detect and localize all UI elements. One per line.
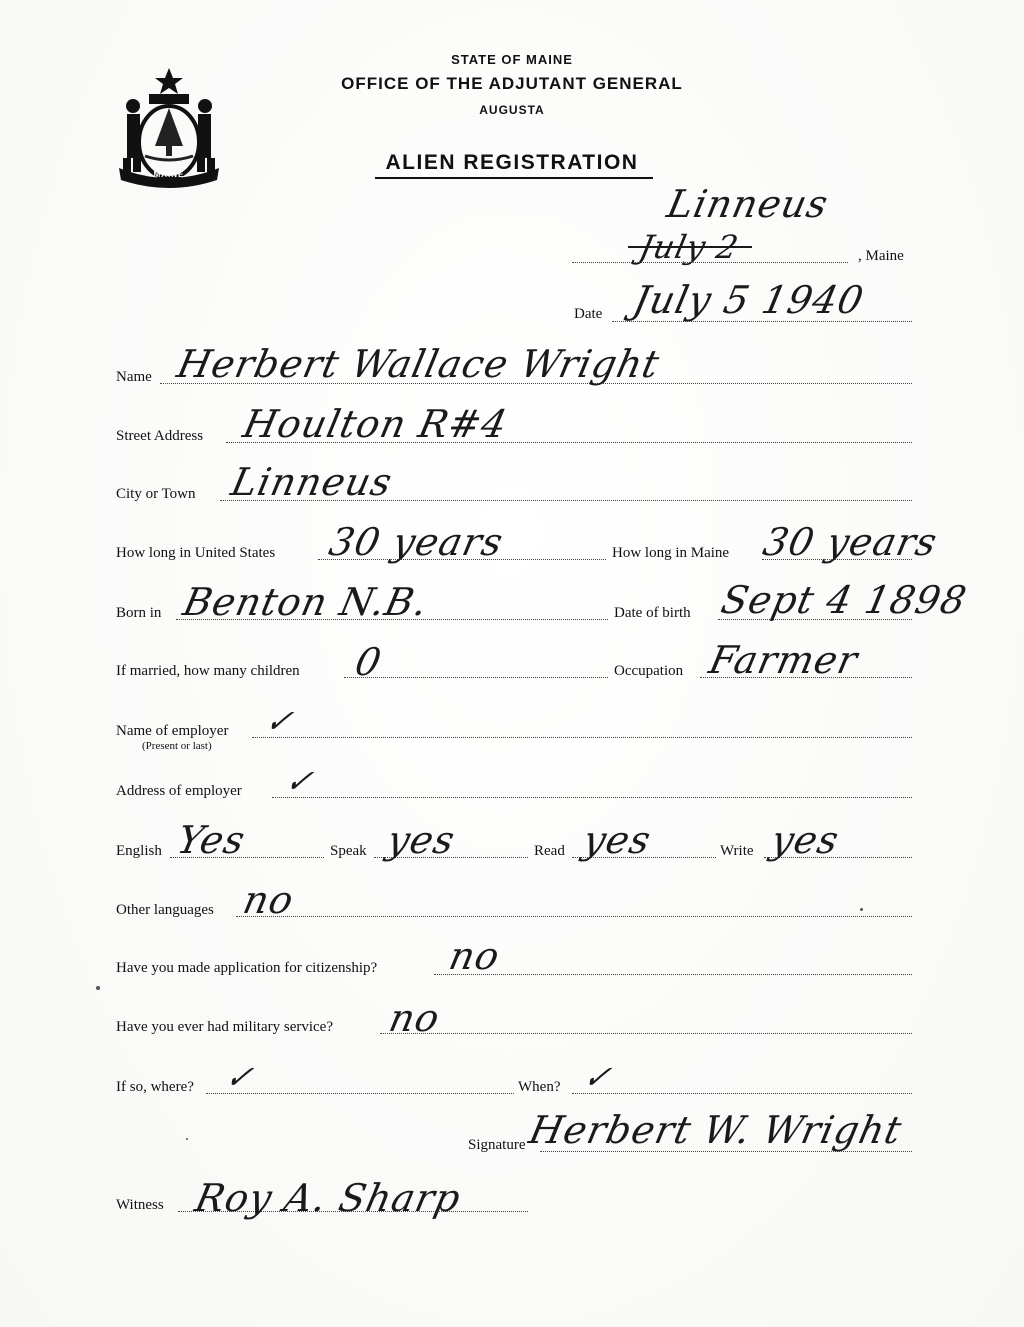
date-label: Date (574, 306, 603, 322)
employer-name-label: Name of employer (116, 723, 229, 739)
citizenship-label: Have you made application for citizenship? (116, 960, 378, 976)
children-dotline (344, 677, 608, 678)
name-value: Herbert Wallace Wright (173, 342, 664, 386)
citizenship-value: no (445, 934, 505, 978)
born-in-value: Benton N.B. (179, 580, 433, 624)
children-label: If married, how many children (116, 663, 300, 679)
employer-name-sublabel: (Present or last) (142, 740, 212, 752)
employer-address-label: Address of employer (116, 783, 242, 799)
occupation-label: Occupation (614, 663, 684, 679)
where-label: If so, where? (116, 1079, 194, 1095)
how-long-maine-value: 30 years (759, 520, 942, 564)
paper-speck (186, 1138, 188, 1140)
paper-speck (96, 986, 100, 990)
paper-speck (860, 908, 863, 911)
other-languages-label: Other languages (116, 902, 214, 918)
city-label: City or Town (116, 486, 196, 502)
military-dotline (380, 1033, 912, 1034)
citizenship-dotline (434, 974, 912, 975)
english-label: English (116, 843, 162, 859)
how-long-maine-label: How long in Maine (612, 545, 730, 561)
occupation-value: Farmer (705, 638, 862, 682)
witness-value: Roy A. Sharp (191, 1176, 465, 1220)
employer-name-dotline (252, 737, 912, 738)
speak-label: Speak (330, 843, 367, 859)
other-languages-dotline (236, 916, 912, 917)
signature-label: Signature (468, 1137, 526, 1153)
employer-address-value: ✓ (281, 762, 318, 800)
place-suffix: , Maine (858, 248, 904, 264)
seal-banner-text: MAINE (153, 170, 185, 179)
write-label: Write (720, 843, 754, 859)
read-label: Read (534, 843, 565, 859)
header-city: AUGUSTA (479, 103, 545, 117)
speak-value: yes (383, 818, 460, 862)
how-long-us-value: 30 years (325, 520, 508, 564)
header-office: OFFICE OF THE ADJUTANT GENERAL (341, 74, 683, 93)
date-value: July 5 1940 (629, 278, 869, 322)
military-label: Have you ever had military service? (116, 1019, 333, 1035)
form-title: ALIEN REGISTRATION (385, 151, 639, 174)
read-value: yes (579, 818, 656, 862)
street-address-label: Street Address (116, 428, 204, 444)
where-dotline (206, 1093, 514, 1094)
employer-address-dotline (272, 797, 912, 798)
english-value: Yes (173, 818, 250, 862)
place-dotline (572, 262, 848, 263)
other-languages-value: no (239, 878, 299, 922)
header-state: STATE OF MAINE (451, 52, 573, 67)
where-value: ✓ (221, 1058, 258, 1096)
street-address-value: Houlton R#4 (239, 402, 512, 446)
city-value: Linneus (227, 460, 397, 504)
place-strikethrough (628, 246, 752, 248)
employer-name-value: ✓ (261, 702, 298, 740)
place-value: Linneus (663, 182, 833, 226)
date-of-birth-value: Sept 4 1898 (717, 578, 971, 622)
name-label: Name (116, 369, 152, 385)
witness-label: Witness (116, 1197, 164, 1213)
date-of-birth-label: Date of birth (614, 605, 691, 621)
when-dotline (572, 1093, 912, 1094)
place-struck-value: July 2 (635, 228, 743, 266)
when-value: ✓ (579, 1058, 616, 1096)
signature-value: Herbert W. Wright (525, 1108, 907, 1152)
born-in-label: Born in (116, 605, 162, 621)
when-label: When? (518, 1079, 561, 1095)
military-value: no (385, 996, 445, 1040)
write-value: yes (767, 818, 844, 862)
how-long-us-label: How long in United States (116, 545, 276, 561)
form-title-underline (375, 177, 653, 179)
children-value: 0 (351, 640, 386, 684)
